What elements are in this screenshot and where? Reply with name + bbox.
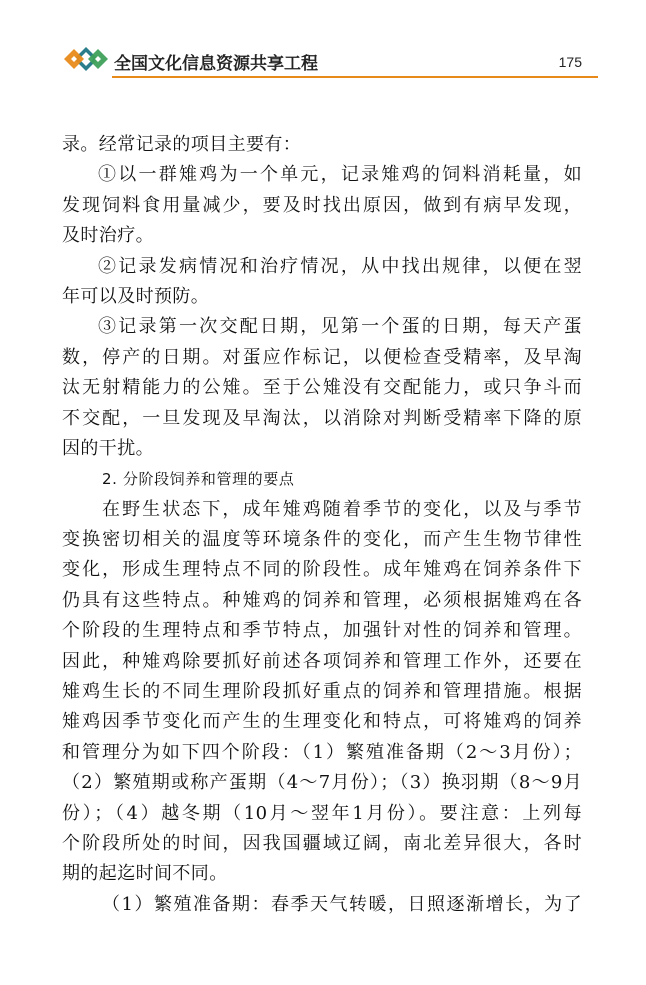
- text-line: 个阶段所处的时间，因我国疆域辽阔，南北差异很大，各时: [62, 832, 582, 854]
- text-line: 数，停产的日期。对蛋应作标记，以便检查受精率，及早淘: [62, 346, 582, 368]
- text-line: ①以一群雉鸡为一个单元，记录雉鸡的饲料消耗量，如: [98, 164, 582, 186]
- text-line: 变化，形成生理特点不同的阶段性。成年雉鸡在饲养条件下: [62, 559, 582, 581]
- text-line: 因的干扰。: [62, 437, 154, 459]
- page-number: 175: [558, 54, 582, 70]
- text-line: （2）繁殖期或称产蛋期（4～7月份）；（3）换羽期（8～9月: [62, 772, 582, 794]
- text-line: ②记录发病情况和治疗情况，从中找出规律，以便在翌: [98, 255, 582, 277]
- text-line: 发现饲料食用量减少，要及时找出原因，做到有病早发现，: [62, 194, 582, 216]
- text-line: 录。经常记录的项目主要有：: [62, 134, 302, 155]
- text-line: 在野生状态下，成年雉鸡随着季节的变化，以及与季节: [102, 498, 582, 520]
- page-header: [62, 40, 598, 78]
- header-title: 全国文化信息资源共享工程: [114, 54, 318, 74]
- text-line: 因此，种雉鸡除要抓好前述各项饲养和管理工作外，还要在: [62, 650, 582, 672]
- text-line: 变换密切相关的温度等环境条件的变化，而产生生物节律性: [62, 529, 582, 551]
- text-line: ③记录第一次交配日期，见第一个蛋的日期，每天产蛋: [98, 316, 582, 338]
- text-line: 雉鸡生长的不同生理阶段抓好重点的饲养和管理措施。根据: [62, 681, 582, 703]
- text-line: 和管理分为如下四个阶段：（1）繁殖准备期（2～3月份）；: [62, 741, 582, 763]
- section-heading: 2. 分阶段饲养和管理的要点: [102, 470, 295, 489]
- header-divider: [112, 76, 598, 78]
- text-line: 雉鸡因季节变化而产生的生理变化和特点，可将雉鸡的饲养: [62, 711, 582, 733]
- text-line: 个阶段的生理特点和季节特点，加强针对性的饲养和管理。: [62, 620, 582, 642]
- text-line: 年可以及时预防。: [62, 285, 210, 307]
- text-line: 仍具有这些特点。种雉鸡的饲养和管理，必须根据雉鸡在各: [62, 589, 582, 611]
- text-line: 期的起迄时间不同。: [62, 863, 228, 885]
- text-line: （1）繁殖准备期：春季天气转暖，日照逐渐增长，为了: [102, 893, 582, 915]
- text-line: 汰无射精能力的公雉。至于公雉没有交配能力，或只争斗而: [62, 377, 582, 399]
- text-line: 份）；（4）越冬期（10月～翌年1月份）。要注意：上列每: [62, 802, 582, 824]
- text-line: 及时治疗。: [62, 225, 154, 247]
- diamond-logo-icon: [62, 44, 110, 74]
- page-body: [62, 130, 582, 920]
- text-line: 不交配，一旦发现及早淘汰，以消除对判断受精率下降的原: [62, 407, 582, 429]
